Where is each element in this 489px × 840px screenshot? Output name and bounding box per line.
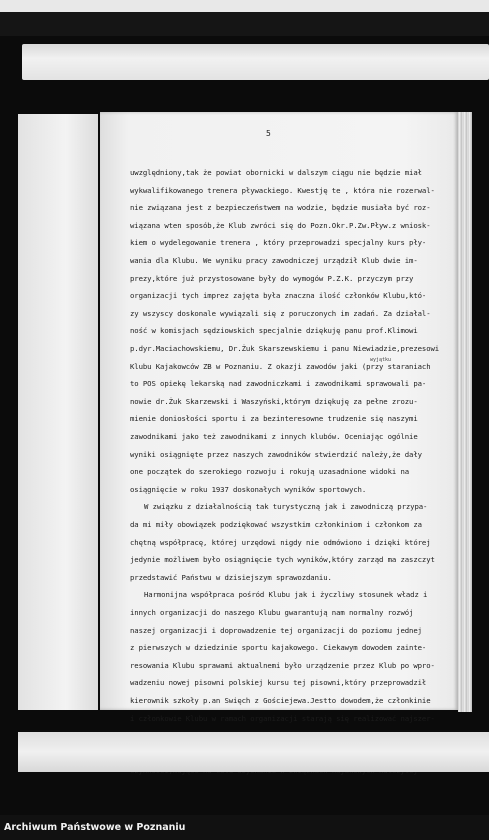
text-line: osiągnięcie w roku 1937 doskonałych wyników sportowych. xyxy=(130,484,367,494)
text-line: mienie doniosłości sportu i za bezinteresowne trudzenie się naszymi xyxy=(130,414,418,424)
text-line: uwzględniony,tak że powiat obornicki w dalszym ciągu nie będzie miał xyxy=(130,168,422,177)
text-line: i członkowie Klubu w ramach organizacji starają się realizować najszer- xyxy=(130,713,435,723)
text-line: Harmonijna współpraca pośród Klubu jak i życzliwy stosunek władz i xyxy=(144,590,428,600)
text-line: to POS opiekę lekarską nad zawodniczkami i zawodnikami sprawowali pa- xyxy=(130,379,427,389)
text-line: przedstawić Państwu w dzisiejszym sprawozdaniu. xyxy=(130,572,332,582)
text-line: prezy,które już przystosowane były do wymogów P.Z.K. przyczym przy xyxy=(130,273,414,283)
text-line: one początek do szerokiego rozwoju i rokują uzasadnione widoki na xyxy=(130,467,410,477)
archive-footer xyxy=(0,815,489,840)
text-line: wykwalifikowanego trenera pływackiego. Kwestję te , która nie rozerwal- xyxy=(130,185,435,195)
text-line: zy wszyscy doskonale wywiązali się z poruczonych im zadań. Za działal- xyxy=(130,308,431,318)
text-line: ność w komisjach sędziowskich specjalnie dziękuję panu prof.Klimowi xyxy=(130,326,418,336)
film-dark-band xyxy=(0,12,489,36)
film-strip-top xyxy=(22,44,489,80)
text-line: jedynie możliwem było osiągnięcie tych wyników,który zarząd ma zaszczyt xyxy=(130,555,435,565)
handwritten-annotation: wyjątku xyxy=(370,357,392,363)
text-line: resowania Klubu sprawami aktualnemi było urządzenie przez Klub po wpro- xyxy=(130,660,435,670)
page-number: 5 xyxy=(266,129,271,138)
text-line: da mi miły obowiązek podziękować wszystkim członkiniom i członkom za xyxy=(130,520,422,529)
text-line: chętną współpracę, której urzędowi nigdy nie odmówiono i dzięki której xyxy=(130,537,431,547)
page-stack-edge xyxy=(458,112,472,712)
viewer-top-bar xyxy=(0,0,489,12)
text-line: W związku z działalnością tak turystyczną jak i zawodniczą przypa- xyxy=(144,502,428,512)
archive-name: Archiwum Państwowe w Poznaniu xyxy=(4,822,186,833)
text-line: Klubu Kajakowców ZB w Poznaniu. Z okazji zawodów jaki (przy staraniach xyxy=(130,361,431,371)
text-line: wadzeniu nowej pisowni polskiej kursu tej pisowni,który przeprowadził xyxy=(130,678,427,688)
document-page xyxy=(100,112,458,710)
text-line: zawodnikami jako też zawodnikami z innych klubów. Oceniając ogólnie xyxy=(130,432,418,441)
left-page-edge xyxy=(18,114,98,710)
text-line: kiem o wydelegowanie trenera , który przeprowadzi specjalny kurs pły- xyxy=(130,238,427,248)
film-strip-bottom xyxy=(18,732,489,772)
text-line: naszej organizacji i doprowadzenie tej organizacji do poziomu jednej xyxy=(130,625,422,635)
text-line: z pierwszych w dziedzinie sportu kajakowego. Ciekawym dowodem zainte- xyxy=(130,643,427,653)
text-line: wania dla Klubu. We wyniku pracy zawodniczej urządził Klub dwie im- xyxy=(130,256,418,265)
text-line: nie związana jest z bezpieczeństwem na wodzie, będzie musiała być roz- xyxy=(130,203,431,213)
text-line: kierownik szkoły p.an Swięch z Gościejewa.Jestto dowodem,że członkinie xyxy=(130,696,431,705)
text-line: nowie dr.Żuk Skarzewski i Waszyński,którym dziękuję za pełne zrozu- xyxy=(130,396,418,406)
text-line: organizacji tych imprez zajęta była znaczna ilość członków Klubu,któ- xyxy=(130,291,427,301)
text-line: p.dyr.Maciachowskiemu, Dr.Żuk Skarszewskiemu i panu Niewiadzie,prezesowi xyxy=(130,344,440,353)
text-line: wyniki osiągnięte przez naszych zawodników stwierdzić należy,że dały xyxy=(130,449,422,459)
text-line: wiązana wten sposób,że Klub zwróci się do Pozn.Okr.P.Zw.Pływ.z wniosk- xyxy=(130,220,431,230)
text-line: innych organizacji do naszego Klubu gwarantują nam normalny rozwój xyxy=(130,608,414,617)
